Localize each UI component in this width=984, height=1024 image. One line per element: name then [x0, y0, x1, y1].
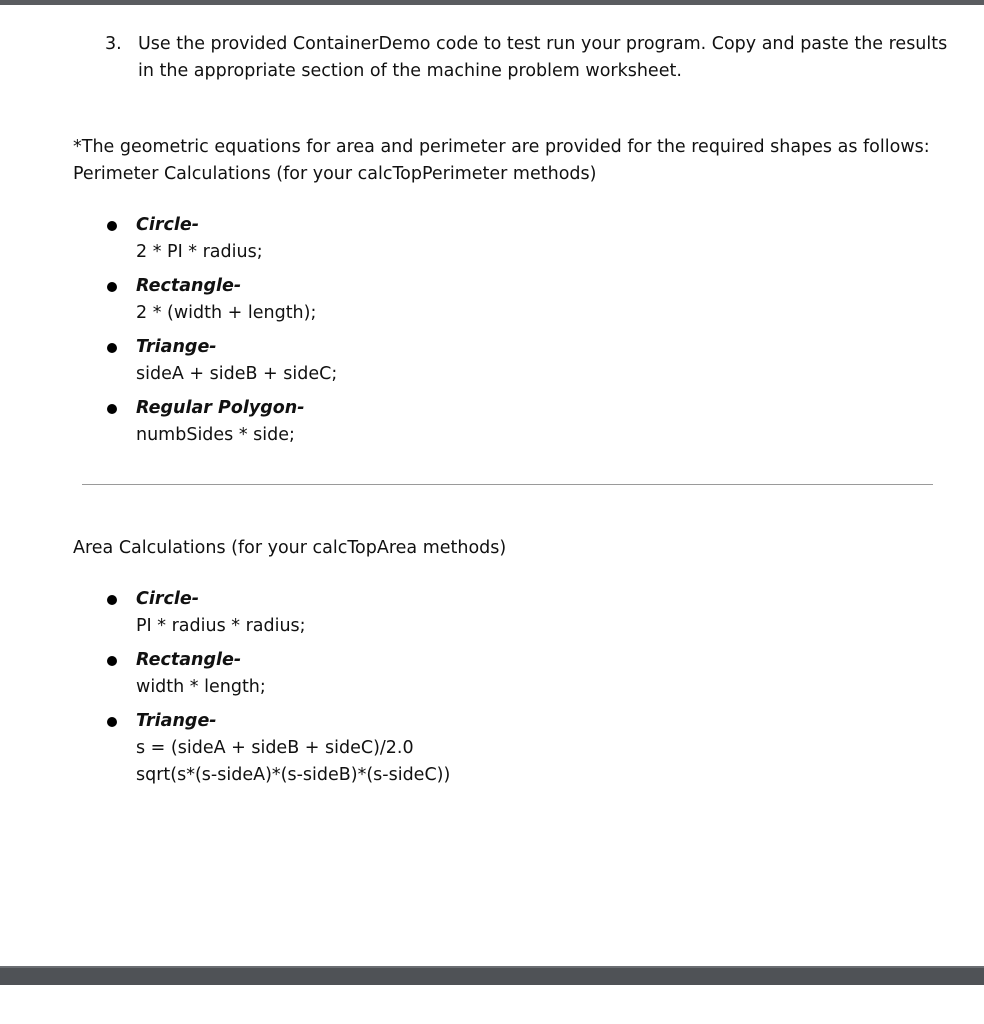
bullet-icon [107, 595, 117, 605]
shape-name: Rectangle- [136, 650, 242, 670]
list-item [104, 708, 704, 789]
shape-name: Triange- [136, 337, 217, 357]
formula: numbSides * side; [136, 425, 295, 445]
area-heading: Area Calculations (for your calcTopArea methods) [73, 538, 507, 558]
perimeter-list [104, 212, 704, 456]
list-item [104, 586, 704, 640]
formula-line-2: sqrt(s*(s-sideA)*(s-sideB)*(s-sideC)) [136, 765, 451, 785]
area-list [104, 586, 704, 796]
bullet-icon [107, 717, 117, 727]
bullet-icon [107, 656, 117, 666]
bullet-icon [107, 221, 117, 231]
list-item [104, 212, 704, 266]
horizontal-divider [82, 484, 933, 485]
formula: width * length; [136, 677, 266, 697]
shape-name: Regular Polygon- [136, 398, 305, 418]
list-item [104, 395, 704, 449]
bullet-icon [107, 343, 117, 353]
shape-name: Circle- [136, 215, 199, 235]
shape-name: Rectangle- [136, 276, 242, 296]
bullet-icon [107, 282, 117, 292]
formula: PI * radius * radius; [136, 616, 306, 636]
formula: sideA + sideB + sideC; [136, 364, 338, 384]
step-text: Use the provided ContainerDemo code to test run your program. Copy and paste the results in the appropriate section of the machine problem worksheet. [138, 34, 948, 81]
list-item [104, 334, 704, 388]
intro-line: *The geometric equations for area and perimeter are provided for the required shapes as follows: [73, 137, 930, 157]
list-item [104, 647, 704, 701]
formula: s = (sideA + sideB + sideC)/2.0 [136, 738, 414, 758]
shape-name: Circle- [136, 589, 199, 609]
shape-name: Triange- [136, 711, 217, 731]
perimeter-heading: Perimeter Calculations (for your calcTopPerimeter methods) [73, 164, 597, 184]
step-number: 3. [105, 34, 122, 54]
perimeter-intro [73, 134, 963, 188]
formula: 2 * PI * radius; [136, 242, 263, 262]
list-item [104, 273, 704, 327]
step-3 [105, 31, 955, 85]
bullet-icon [107, 404, 117, 414]
formula: 2 * (width + length); [136, 303, 317, 323]
bottom-scroll-edge [0, 966, 984, 985]
